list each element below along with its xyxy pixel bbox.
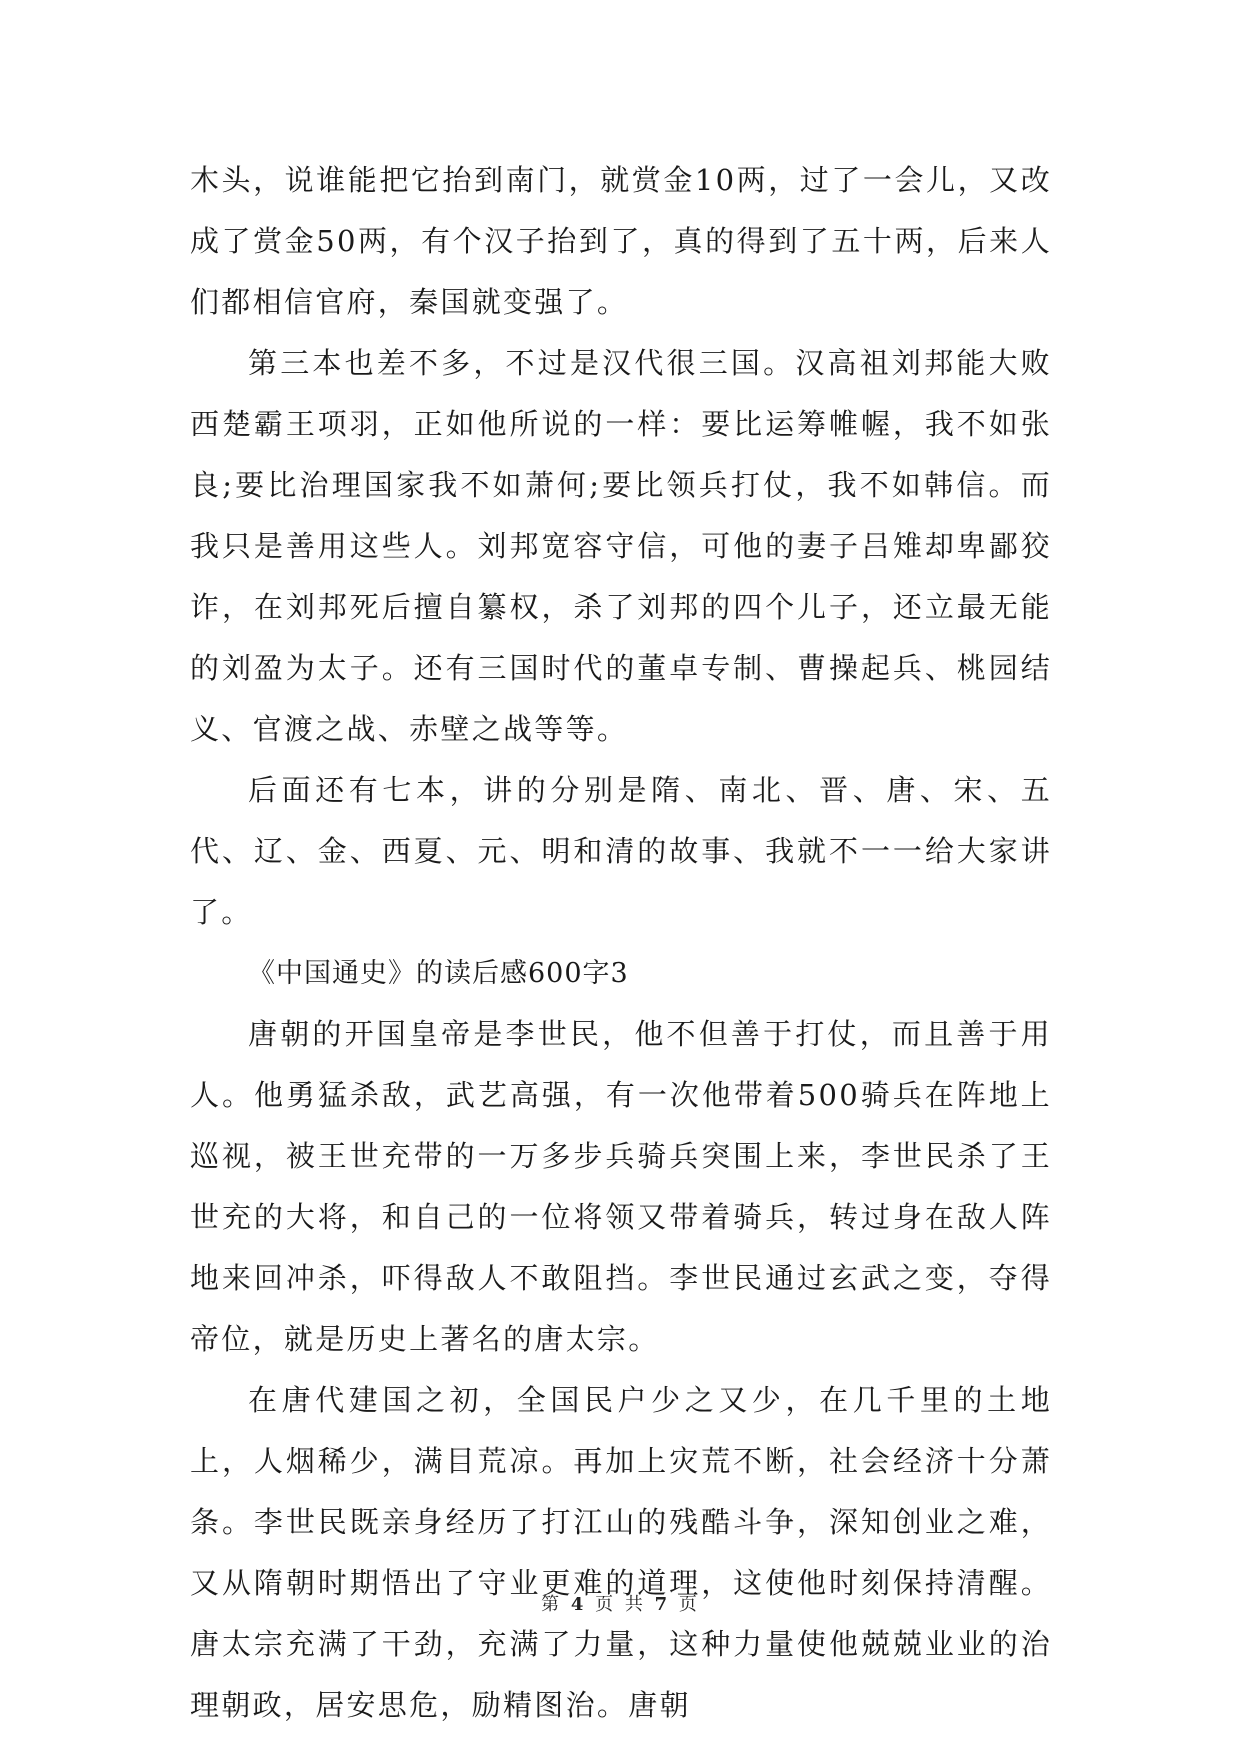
paragraph-han-three-kingdoms: 第三本也差不多，不过是汉代很三国。汉高祖刘邦能大败西楚霸王项羽，正如他所说的一样：要比运筹帷幄，我不如张良;要比治理国家我不如萧何;要比领兵打仗，我不如韩信。而我只是善用这些人。刘邦宽容守信，可他的妻子吕雉却卑鄙狡诈，在刘邦死后擅自纂权，杀了刘邦的四个儿子，还立最无能的刘盈为太子。还有三国时代的董卓专制、曹操起兵、桃园结义、官渡之战、赤壁之战等等。	[190, 346, 1052, 746]
page-footer	[0, 1590, 1241, 1616]
footer-current-page: 4	[570, 1594, 587, 1615]
paragraph-continued: 木头，说谁能把它抬到南门，就赏金10两，过了一会儿，又改成了赏金50两，有个汉子抬到了，真的得到了五十两，后来人们都相信官府，秦国就变强了。	[190, 163, 1052, 319]
document-body	[190, 150, 1052, 1736]
paragraph-early-tang: 在唐代建国之初，全国民户少之又少，在几千里的土地上，人烟稀少，满目荒凉。再加上灾荒不断，社会经济十分萧条。李世民既亲身经历了打江山的残酷斗争，深知创业之难，又从隋朝时期悟出了守业更难的道理，这使他时刻保持清醒。唐太宗充满了干劲，充满了力量，这种力量使他兢兢业业的治理朝政，居安思危，励精图治。唐朝	[190, 1383, 1052, 1722]
footer-suffix: 页	[678, 1594, 700, 1615]
section-heading: 《中国通史》的读后感600字3	[248, 958, 629, 989]
paragraph-remaining-books: 后面还有七本，讲的分别是隋、南北、晋、唐、宋、五代、辽、金、西夏、元、明和清的故事、我就不一一给大家讲了。	[190, 773, 1052, 929]
footer-middle: 页 共	[595, 1594, 646, 1615]
footer-total-pages: 7	[654, 1594, 671, 1615]
footer-prefix: 第	[541, 1594, 563, 1615]
paragraph-li-shimin: 唐朝的开国皇帝是李世民，他不但善于打仗，而且善于用人。他勇猛杀敌，武艺高强，有一次他带着500骑兵在阵地上巡视，被王世充带的一万多步兵骑兵突围上来，李世民杀了王世充的大将，和自己的一位将领又带着骑兵，转过身在敌人阵地来回冲杀，吓得敌人不敢阻挡。李世民通过玄武之变，夺得帝位，就是历史上著名的唐太宗。	[190, 1017, 1052, 1356]
